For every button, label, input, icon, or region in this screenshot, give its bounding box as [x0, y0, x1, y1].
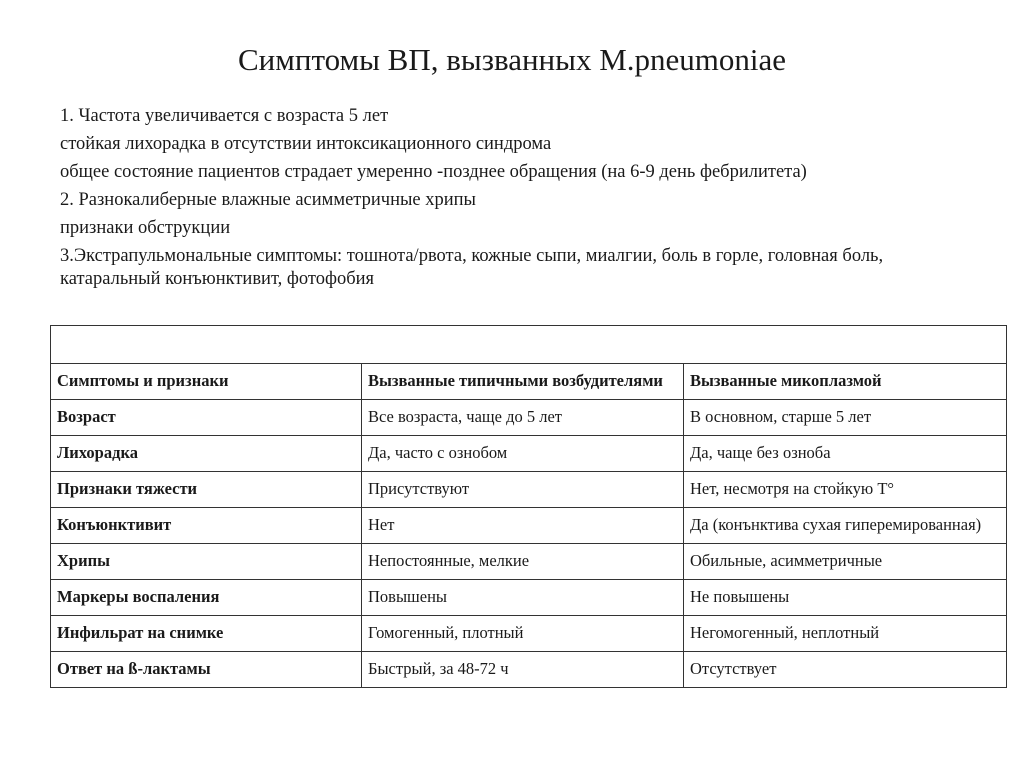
table-row — [51, 652, 1007, 688]
mycoplasma-cell: Да (конънктива сухая гиперемированная) — [684, 508, 1007, 544]
table-row — [51, 508, 1007, 544]
table-blank-row — [51, 326, 1007, 364]
typical-cell: Быстрый, за 48-72 ч — [362, 652, 684, 688]
typical-cell: Присутствуют — [362, 472, 684, 508]
row-label-cell: Маркеры воспаления — [51, 580, 362, 616]
table-row — [51, 580, 1007, 616]
mycoplasma-cell: Не повышены — [684, 580, 1007, 616]
symptom-points-list — [60, 102, 980, 291]
row-label-cell: Инфильрат на снимке — [51, 616, 362, 652]
typical-cell: Нет — [362, 508, 684, 544]
table-row — [51, 436, 1007, 472]
mycoplasma-cell: Отсутствует — [684, 652, 1007, 688]
row-label-cell: Признаки тяжести — [51, 472, 362, 508]
typical-cell: Гомогенный, плотный — [362, 616, 684, 652]
mycoplasma-cell: Нет, несмотря на стойкую T° — [684, 472, 1007, 508]
header-cell-mycoplasma: Вызванные микоплазмой — [684, 364, 1007, 400]
typical-cell: Повышены — [362, 580, 684, 616]
row-label-cell: Возраст — [51, 400, 362, 436]
row-label-cell: Лихорадка — [51, 436, 362, 472]
header-cell-typical: Вызванные типичными возбудителями — [362, 364, 684, 400]
table-header-row — [51, 364, 1007, 400]
typical-cell: Непостоянные, мелкие — [362, 544, 684, 580]
point-line: стойкая лихорадка в отсутствии интоксикационного синдрома — [60, 134, 552, 154]
table-row — [51, 616, 1007, 652]
table-blank-cell — [51, 326, 1007, 364]
mycoplasma-cell: В основном, старше 5 лет — [684, 400, 1007, 436]
mycoplasma-cell: Да, чаще без озноба — [684, 436, 1007, 472]
point-line: признаки обструкции — [60, 218, 231, 238]
row-label-cell: Хрипы — [51, 544, 362, 580]
mycoplasma-cell: Негомогенный, неплотный — [684, 616, 1007, 652]
mycoplasma-cell: Обильные, асимметричные — [684, 544, 1007, 580]
comparison-table — [50, 325, 1007, 688]
page-title: Симптомы ВП, вызванных M.pneumoniae — [237, 42, 787, 77]
table-row — [51, 472, 1007, 508]
table-row — [51, 400, 1007, 436]
typical-cell: Да, часто с ознобом — [362, 436, 684, 472]
point-line: 3.Экстрапульмональные симптомы: тошнота/рвота, кожные сыпи, миалгии, боль в горле, головная боль, катаральный конъюнктивит, фотофобия — [60, 246, 884, 289]
point-line: 2. Разнокалиберные влажные асимметричные хрипы — [60, 190, 476, 210]
row-label-cell: Ответ на ß-лактамы — [51, 652, 362, 688]
row-label-cell: Конъюнктивит — [51, 508, 362, 544]
typical-cell: Все возраста, чаще до 5 лет — [362, 400, 684, 436]
header-cell-symptoms: Симптомы и признаки — [51, 364, 362, 400]
table-row — [51, 544, 1007, 580]
point-line: общее состояние пациентов страдает умеренно -позднее обращения (на 6-9 день фебрилитета) — [60, 162, 807, 182]
point-line: 1. Частота увеличивается с возраста 5 лет — [60, 106, 389, 126]
